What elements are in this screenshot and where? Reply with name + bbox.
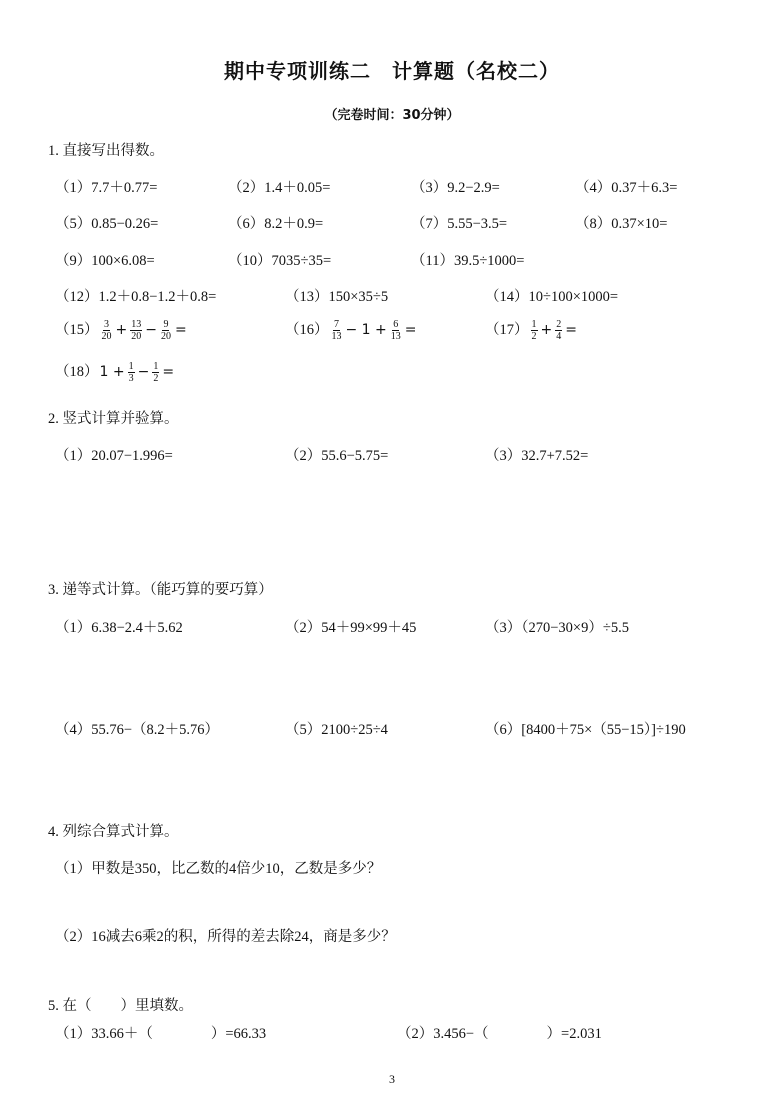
fraction: $\frac{2}{4}$ xyxy=(556,319,562,343)
question-1-16: （16） $\frac{7}{13}$ − 1 + $\frac{6}{13}$ = xyxy=(285,319,417,343)
question-1-8: （8）0.37×10= xyxy=(575,216,668,232)
question-1-5: （5）0.85−0.26= xyxy=(55,216,159,232)
fraction: $\frac{1}{3}$ xyxy=(128,361,134,385)
question-1-15: （15） $\frac{3}{20}$ + $\frac{13}{20}$ − $\frac{9}{20}$ = xyxy=(55,319,187,343)
question-2-1: （1）20.07−1.996= xyxy=(55,448,173,464)
question-1-3: （3）9.2−2.9= xyxy=(411,180,500,196)
question-1-6: （6）8.2＋0.9= xyxy=(228,216,324,232)
question-3-1: （1）6.38−2.4＋5.62 xyxy=(55,620,183,636)
question-1-2: （2）1.4＋0.05= xyxy=(228,180,331,196)
question-4-2: （2）16减去6乘2的积，所得的差去除24，商是多少？ xyxy=(55,929,396,945)
question-1-4: （4）0.37＋6.3= xyxy=(575,180,678,196)
question-1-10: （10）7035÷35= xyxy=(228,253,332,269)
question-1-11: （11）39.5÷1000= xyxy=(411,253,525,269)
page-number: 3 xyxy=(389,1072,395,1086)
fraction: $\frac{1}{2}$ xyxy=(531,319,537,343)
section-4-heading: 4. 列综合算式计算。 xyxy=(48,824,179,840)
page-title: 期中专项训练二 计算题（名校二） xyxy=(224,59,560,83)
question-3-4: （4）55.76−（8.2＋5.76） xyxy=(55,722,220,738)
fraction: $\frac{9}{20}$ xyxy=(160,319,171,343)
question-1-1: （1）7.7＋0.77= xyxy=(55,180,158,196)
section-3-heading: 3. 递等式计算。（能巧算的要巧算） xyxy=(48,582,273,598)
question-5-1: （1）33.66＋（ ）=66.33 xyxy=(55,1026,267,1042)
question-4-1: （1）甲数是350，比乙数的4倍少10，乙数是多少？ xyxy=(55,861,382,877)
section-5-heading: 5. 在（ ）里填数。 xyxy=(48,998,193,1014)
question-1-14: （14）10÷100×1000= xyxy=(485,289,619,305)
question-1-13: （13）150×35÷5 xyxy=(285,289,389,305)
fraction: $\frac{1}{2}$ xyxy=(153,361,159,385)
question-2-2: （2）55.6−5.75= xyxy=(285,448,389,464)
fraction: $\frac{7}{13}$ xyxy=(331,319,342,343)
fraction: $\frac{3}{20}$ xyxy=(101,319,112,343)
section-1-heading: 1. 直接写出得数。 xyxy=(48,143,164,159)
question-1-17: （17） $\frac{1}{2}$ + $\frac{2}{4}$ = xyxy=(485,319,577,343)
question-1-18: （18）1 + $\frac{1}{3}$ − $\frac{1}{2}$ = xyxy=(55,361,175,385)
fraction: $\frac{6}{13}$ xyxy=(390,319,401,343)
question-1-12: （12）1.2＋0.8−1.2＋0.8= xyxy=(55,289,217,305)
question-3-3: （3）（270−30×9）÷5.5 xyxy=(485,620,629,636)
section-2-heading: 2. 竖式计算并验算。 xyxy=(48,411,179,427)
time-limit: （完卷时间：30分钟） xyxy=(324,108,460,123)
question-3-2: （2）54＋99×99＋45 xyxy=(285,620,417,636)
question-1-9: （9）100×6.08= xyxy=(55,253,155,269)
question-1-7: （7）5.55−3.5= xyxy=(411,216,508,232)
question-3-5: （5）2100÷25÷4 xyxy=(285,722,388,738)
question-3-6: （6）[8400＋75×（55−15）]÷190 xyxy=(485,722,686,738)
question-5-2: （2）3.456−（ ）=2.031 xyxy=(397,1026,602,1042)
question-2-3: （3）32.7+7.52= xyxy=(485,448,589,464)
fraction: $\frac{13}{20}$ xyxy=(131,319,142,343)
